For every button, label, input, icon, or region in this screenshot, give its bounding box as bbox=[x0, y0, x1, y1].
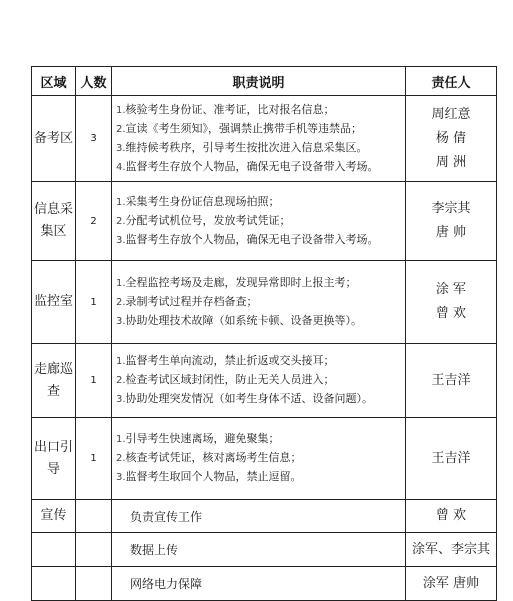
area-cell: 备考区 bbox=[32, 96, 76, 182]
responsible-name: 王吉洋 bbox=[431, 450, 471, 466]
duty-line: 3.协助处理技术故障（如系统卡顿、设备更换等）。 bbox=[116, 313, 363, 327]
responsible-cell bbox=[406, 418, 497, 500]
duty-line: 1.采集考生身份证信息现场拍照； bbox=[116, 194, 280, 208]
responsible-name: 王吉洋 bbox=[431, 372, 471, 388]
responsible-cell: 涂军、李宗其 bbox=[406, 533, 497, 567]
duty-line: 1.全程监控考场及走廊，发现异常即时上报主考； bbox=[116, 275, 357, 289]
responsible-cell: 曾 欢 bbox=[406, 500, 497, 533]
table-row bbox=[32, 344, 497, 418]
duty-line: 1.引导考生快速离场，避免聚集； bbox=[116, 432, 280, 445]
duty-line: 1.监督考生单向流动，禁止折返或交头接耳； bbox=[116, 354, 335, 367]
count-cell bbox=[76, 500, 112, 533]
count-cell: 1 bbox=[76, 261, 112, 344]
duty-cell bbox=[112, 96, 406, 182]
table-row bbox=[32, 500, 497, 533]
area-cell bbox=[32, 567, 76, 601]
duty-line: 2.检查考试区域封闭性，防止无关人员进入； bbox=[116, 373, 335, 386]
duty-line: 1.核验考生身份证、准考证，比对报名信息； bbox=[116, 102, 335, 116]
responsible-cell: 涂军 唐帅 bbox=[406, 567, 497, 601]
duty-line: 3.维持候考秩序，引导考生按批次进入信息采集区。 bbox=[116, 140, 368, 154]
duty-line: 4.监督考生存放个人物品，确保无电子设备带入考场。 bbox=[116, 159, 379, 173]
responsible-cell bbox=[406, 344, 497, 418]
table-row bbox=[32, 567, 497, 601]
duty-line: 3.协助处理突发情况（如考生身体不适、设备问题）。 bbox=[116, 392, 374, 405]
duty-line: 2.宣读《考生须知》，强调禁止携带手机等违禁品； bbox=[116, 121, 363, 135]
duty-line: 2.分配考试机位号，发放考试凭证； bbox=[116, 213, 291, 227]
duty-cell: 网络电力保障 bbox=[112, 567, 406, 601]
table-row bbox=[32, 182, 497, 261]
responsible-name: 李宗其 bbox=[431, 201, 471, 216]
count-cell: 2 bbox=[76, 182, 112, 261]
duty-line: 3.监督考生存放个人物品，确保无电子设备带入考场。 bbox=[116, 232, 379, 246]
duty-cell bbox=[112, 182, 406, 261]
count-cell: 1 bbox=[76, 418, 112, 500]
area-cell: 走廊巡查 bbox=[32, 344, 76, 418]
table-row bbox=[32, 533, 497, 567]
header-row bbox=[32, 67, 497, 96]
area-cell bbox=[32, 533, 76, 567]
area-cell: 宣传 bbox=[32, 500, 76, 533]
area-cell: 出口引导 bbox=[32, 418, 76, 500]
count-cell bbox=[76, 533, 112, 567]
header-duties: 职责说明 bbox=[112, 67, 406, 96]
header-area: 区域 bbox=[32, 67, 76, 96]
duty-line: 2.核查考试凭证，核对离场考生信息； bbox=[116, 451, 302, 464]
responsibility-table bbox=[31, 66, 497, 601]
count-cell: 1 bbox=[76, 344, 112, 418]
count-cell bbox=[76, 567, 112, 601]
count-cell: 3 bbox=[76, 96, 112, 182]
responsible-cell bbox=[406, 182, 497, 261]
area-cell: 信息采集区 bbox=[32, 182, 76, 261]
responsible-name: 涂 军 bbox=[435, 282, 467, 297]
responsible-name: 杨 倩 bbox=[435, 130, 467, 146]
duty-line: 2.录制考试过程并存档备查； bbox=[116, 294, 258, 308]
responsible-name: 唐 帅 bbox=[435, 225, 467, 240]
duty-cell bbox=[112, 344, 406, 418]
header-count: 人数 bbox=[76, 67, 112, 96]
header-responsible: 责任人 bbox=[406, 67, 497, 96]
duty-cell: 数据上传 bbox=[112, 533, 406, 567]
duty-cell bbox=[112, 261, 406, 344]
table-row bbox=[32, 261, 497, 344]
table-row bbox=[32, 418, 497, 500]
responsible-cell bbox=[406, 261, 497, 344]
responsible-name: 周红意 bbox=[431, 106, 471, 122]
area-cell: 监控室 bbox=[32, 261, 76, 344]
duty-cell bbox=[112, 418, 406, 500]
responsible-name: 周 洲 bbox=[435, 154, 467, 170]
table-row bbox=[32, 96, 497, 182]
responsible-name: 曾 欢 bbox=[435, 306, 467, 321]
responsible-cell bbox=[406, 96, 497, 182]
duty-line: 3.监督考生取回个人物品，禁止逗留。 bbox=[116, 470, 302, 483]
duty-cell: 负责宣传工作 bbox=[112, 500, 406, 533]
